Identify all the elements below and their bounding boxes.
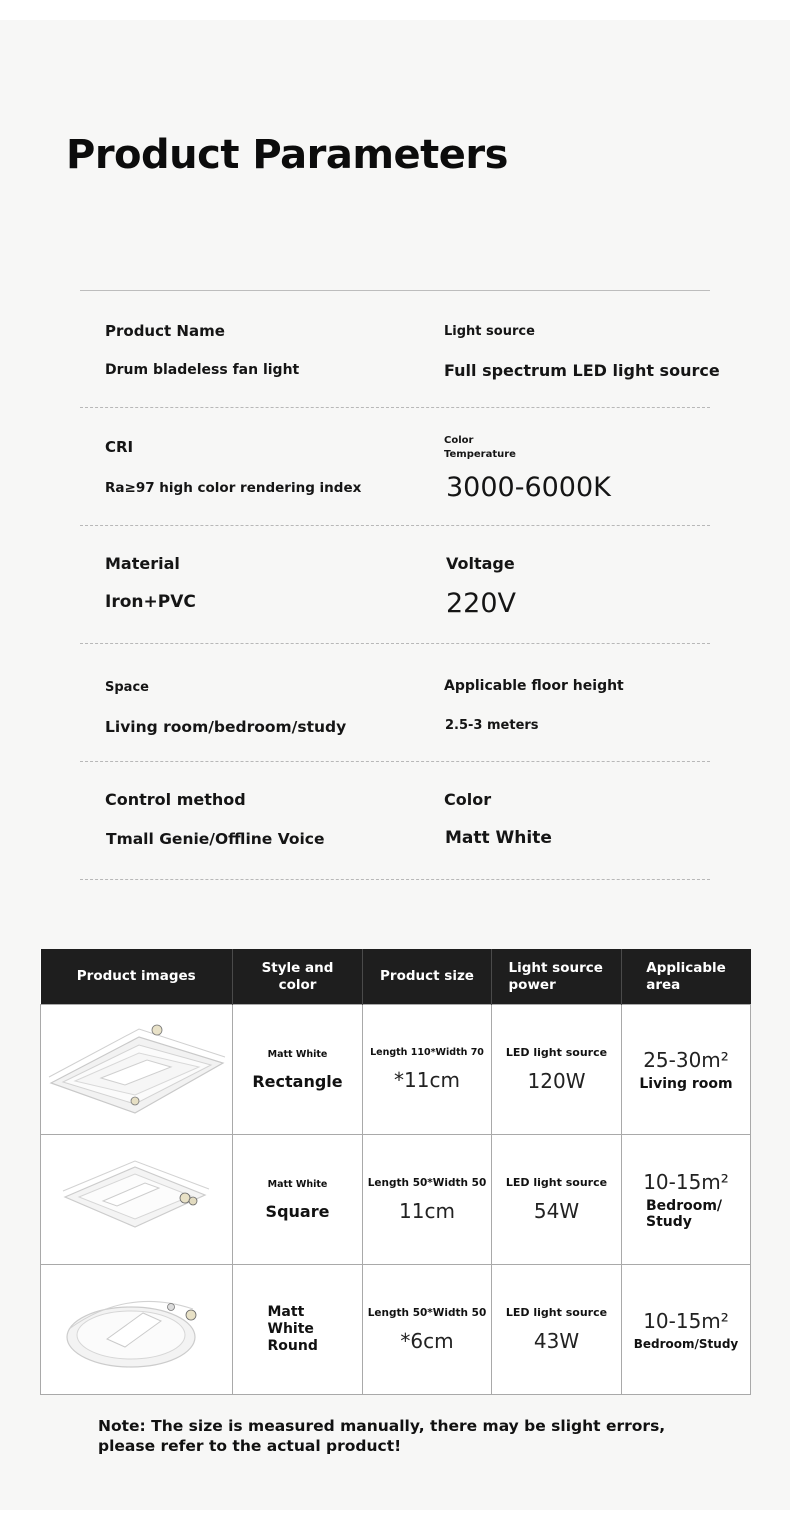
source-label: LED light source xyxy=(505,1176,608,1189)
style-color-cell xyxy=(233,1005,363,1135)
param-label: Space xyxy=(105,680,149,695)
style-color-cell xyxy=(233,1135,363,1265)
color-label: Matt White xyxy=(267,1048,328,1060)
area-cell xyxy=(622,1135,751,1265)
style-label: Square xyxy=(265,1201,330,1221)
disclaimer-note: Note: The size is measured manually, there may be slight errors, please refer to the actual product! xyxy=(98,1417,666,1455)
param-value: 2.5-3 meters xyxy=(445,718,539,733)
param-value: Matt White xyxy=(445,828,552,848)
product-image-cell xyxy=(41,1135,233,1265)
param-value: Living room/bedroom/study xyxy=(105,718,347,736)
bottom-band xyxy=(0,1510,790,1529)
size-cell xyxy=(363,1135,492,1265)
size-dims: Length 50*Width 50 xyxy=(367,1176,487,1189)
param-cell xyxy=(105,526,405,644)
param-cell xyxy=(105,644,405,762)
table-row xyxy=(41,1135,751,1265)
area-label: Living room xyxy=(639,1075,733,1092)
power-cell xyxy=(492,1005,622,1135)
param-value: Iron+PVC xyxy=(105,592,196,612)
param-value: 3000-6000K xyxy=(446,472,611,503)
param-cell xyxy=(444,408,714,526)
table-row xyxy=(41,1265,751,1395)
param-cell xyxy=(444,290,720,408)
param-label: Applicable floor height xyxy=(444,678,624,694)
param-label: Material xyxy=(105,554,180,573)
product-image-cell xyxy=(41,1265,233,1395)
page-title: Product Parameters xyxy=(66,132,508,178)
table-row xyxy=(41,1005,751,1135)
color-label: Matt White xyxy=(267,1178,328,1190)
style-color-cell xyxy=(233,1265,363,1395)
param-value: Full spectrum LED light source xyxy=(444,361,720,380)
param-value: 220V xyxy=(446,588,517,619)
area-value: 25-30m² xyxy=(643,1047,729,1072)
size-height: *6cm xyxy=(400,1328,454,1353)
param-row xyxy=(80,526,710,644)
param-row xyxy=(80,644,710,762)
column-header: Light source power xyxy=(492,949,622,1005)
param-value: Ra≥97 high color rendering index xyxy=(105,480,362,496)
power-value: 120W xyxy=(527,1069,586,1093)
param-label: Light source xyxy=(444,324,535,339)
size-cell xyxy=(363,1265,492,1395)
source-label: LED light source xyxy=(505,1306,608,1319)
size-cell xyxy=(363,1005,492,1135)
param-value: Drum bladeless fan light xyxy=(105,362,300,378)
area-cell xyxy=(622,1265,751,1395)
power-value: 54W xyxy=(533,1199,580,1223)
style-color-label: Matt White Round xyxy=(267,1304,318,1354)
size-height: 11cm xyxy=(399,1198,455,1223)
size-dims: Length 110*Width 70 xyxy=(370,1047,484,1058)
divider xyxy=(80,879,710,880)
product-spec-table xyxy=(40,949,751,1395)
param-cell xyxy=(105,408,405,526)
param-cell xyxy=(444,526,714,644)
product-image-cell xyxy=(41,1005,233,1135)
column-header: Product images xyxy=(41,949,233,1005)
table-header-row xyxy=(41,949,751,1005)
area-label: Bedroom/Study xyxy=(633,1336,739,1351)
column-header: Product size xyxy=(363,949,492,1005)
param-cell xyxy=(444,644,714,762)
param-cell xyxy=(444,762,714,880)
param-label: Color Temperature xyxy=(444,435,516,460)
param-row xyxy=(80,408,710,526)
size-dims: Length 50*Width 50 xyxy=(367,1306,487,1319)
area-cell xyxy=(622,1005,751,1135)
area-value: 10-15m² xyxy=(643,1169,729,1194)
area-value: 10-15m² xyxy=(643,1308,729,1333)
round-lamp-image xyxy=(57,1285,217,1375)
power-cell xyxy=(492,1135,622,1265)
param-cell xyxy=(105,290,405,408)
rectangle-lamp-image xyxy=(47,1015,227,1125)
area-label: Bedroom/ Study xyxy=(646,1197,723,1230)
column-header: Applicable area xyxy=(622,949,751,1005)
param-label: Product Name xyxy=(105,322,225,340)
source-label: LED light source xyxy=(505,1046,608,1059)
param-row xyxy=(80,290,720,408)
power-value: 43W xyxy=(533,1329,580,1353)
param-value: Tmall Genie/Offline Voice xyxy=(106,830,325,848)
square-lamp-image xyxy=(57,1155,217,1245)
power-cell xyxy=(492,1265,622,1395)
param-label: CRI xyxy=(105,438,134,456)
param-label: Control method xyxy=(105,790,246,809)
top-band xyxy=(0,0,790,20)
param-cell xyxy=(105,762,405,880)
param-label: Color xyxy=(444,790,492,809)
param-label: Voltage xyxy=(446,554,515,573)
style-label: Rectangle xyxy=(252,1071,343,1091)
param-row xyxy=(80,762,710,880)
column-header: Style and color xyxy=(233,949,363,1005)
size-height: *11cm xyxy=(394,1068,460,1092)
